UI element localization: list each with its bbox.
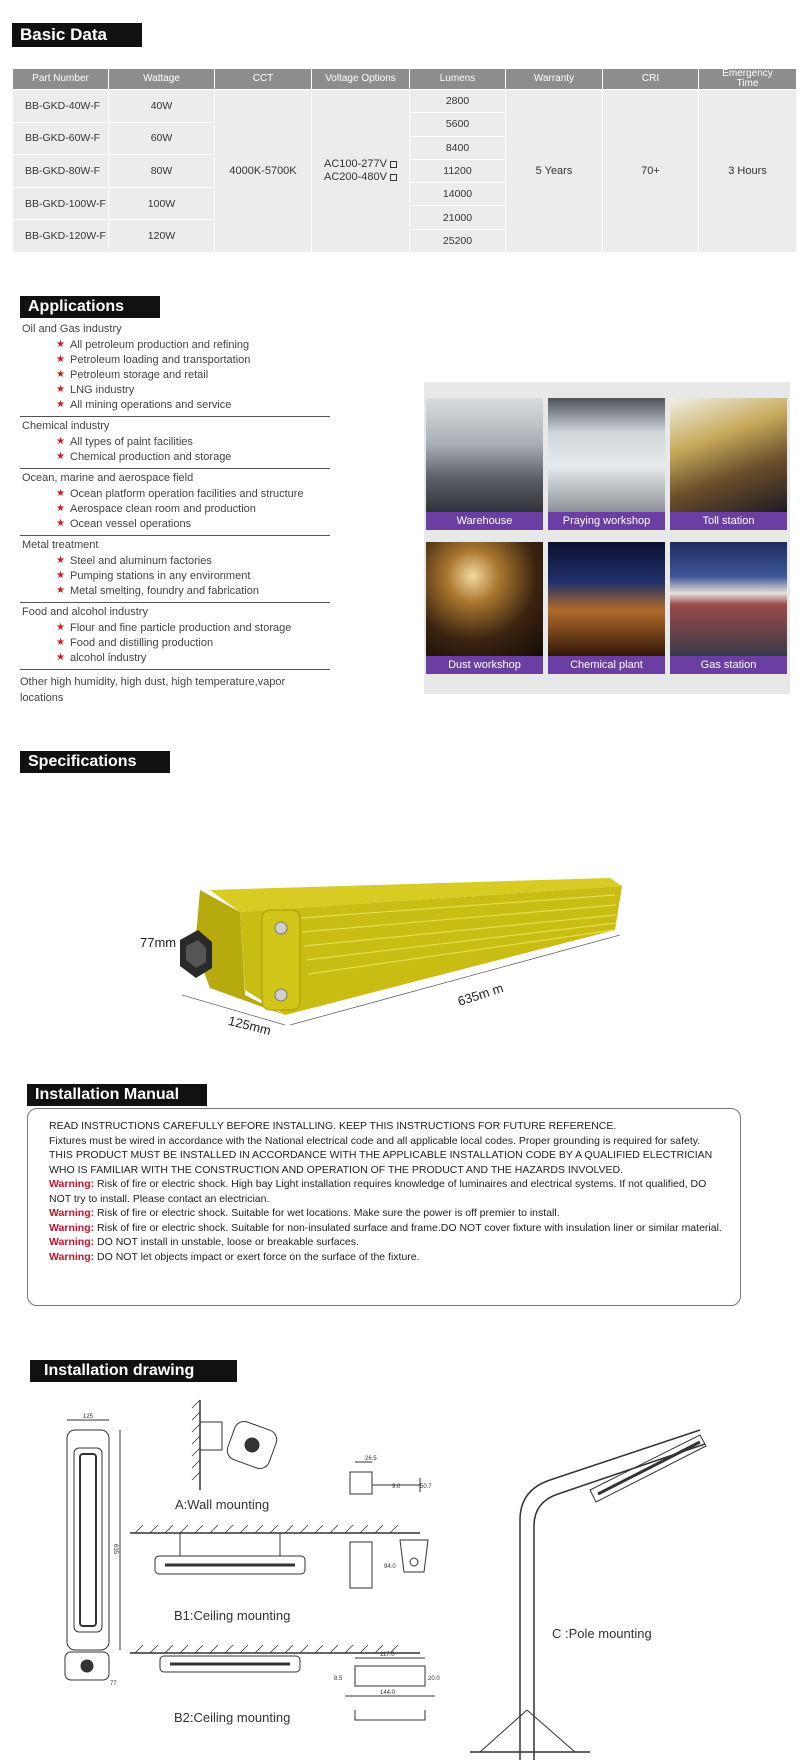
installation-drawing-title: Installation drawing [30,1360,237,1382]
warning-label: Warning: [49,1250,95,1263]
part-number-cell: BB-GKD-40W-F [13,90,109,123]
cct-cell: 4000K-5700K [215,90,312,253]
warning-label: Warning: [49,1178,95,1190]
part-number-cell: BB-GKD-120W-F [13,220,109,253]
header-lumens: Lumens [410,69,506,90]
application-photo-grid [424,382,790,694]
photo-caption: Praying workshop [548,512,665,530]
voltage-option-2: AC200-480V [324,171,387,183]
warning-line: Warning: Risk of fire or electric shock. Suitable for non-insulated surface and frame.DO NOT cover fixture with insulation liner or similar material. [49,1221,722,1234]
applications-list [20,320,330,706]
wattage-cell: 60W [109,122,215,155]
list-item: ★ Petroleum storage and retail [56,369,209,381]
group-heading: Oil and Gas industry [22,323,122,335]
table-header-row [13,69,797,90]
list-item: ★ All mining operations and service [56,399,232,411]
star-icon: ★ [56,518,65,529]
star-icon: ★ [56,369,65,380]
star-icon: ★ [56,488,65,499]
photo-caption: Chemical plant [548,656,665,674]
photo-caption: Dust workshop [426,656,543,674]
star-icon: ★ [56,555,65,566]
photo-caption: Warehouse [426,512,543,530]
voltage-cell [312,90,410,253]
pole-mounting-label: C :Pole mounting [552,1626,652,1641]
dim-26-5: 26.5 [365,1456,377,1462]
lumen-value: 14000 [410,183,505,206]
checkbox-icon [390,161,397,168]
warning-label: Warning: [49,1236,95,1248]
lumen-value: 8400 [410,137,505,160]
installation-manual-title: Installation Manual [27,1084,207,1106]
photo-caption: Toll station [670,512,787,530]
star-icon: ★ [56,622,65,633]
manual-line: READ INSTRUCTIONS CAREFULLY BEFORE INSTALLING. KEEP THIS INSTRUCTIONS FOR FUTURE REFERENCE. [49,1120,617,1132]
cri-cell: 70+ [603,90,699,253]
checkbox-icon [390,174,397,181]
photo-chemical-plant [548,542,665,674]
front-view-fixture [67,1430,109,1650]
photo-warehouse [426,398,543,530]
dim-117: 117.0 [380,1652,395,1658]
warning-label: Warning: [49,1207,95,1219]
list-item: ★ All types of paint facilities [56,436,193,448]
star-icon: ★ [56,339,65,350]
star-icon: ★ [56,384,65,395]
basic-data-table [12,68,797,253]
screw-icon [275,922,287,934]
dim-635: 635 [112,1544,118,1555]
list-item: ★ LNG industry [56,384,135,396]
dimension-height: 77mm [140,935,177,950]
photo-dust-workshop [426,542,543,674]
list-item: ★ Steel and aluminum factories [56,555,212,567]
list-item: ★ Petroleum loading and transportation [56,354,251,366]
group-heading: Ocean, marine and aerospace field [22,472,194,484]
header-part-number: Part Number [13,69,109,90]
header-cct: CCT [215,69,312,90]
group-heading: Chemical industry [22,420,110,432]
other-locations: Other high humidity, high dust, high temperature,vapor locations [20,676,286,704]
installation-manual-box [27,1108,741,1306]
list-item: ★ All petroleum production and refining [56,339,250,351]
header-cri: CRI [603,69,699,90]
list-item: ★ Aerospace clean room and production [56,503,256,515]
warning-line: Warning: Risk of fire or electric shock. Suitable for wet locations. Make sure the power is off premier to install. [49,1207,560,1219]
group-heading: Food and alcohol industry [22,606,148,618]
header-warranty: Warranty [506,69,603,90]
warning-line: Warning: DO NOT install in unstable, loose or breakable surfaces. [49,1236,359,1248]
part-number-cell: BB-GKD-100W-F [13,187,109,220]
dimension-length: 635m m [455,980,506,1009]
lumen-value: 21000 [410,206,505,229]
wattage-cell: 40W [109,90,215,123]
manual-line: Fixtures must be wired in accordance with the National electrical code and all applicable local codes. Proper grounding is required for safety. [49,1134,701,1147]
lumen-value: 5600 [410,113,505,136]
header-wattage: Wattage [109,69,215,90]
star-icon: ★ [56,451,65,462]
lumen-value: 2800 [410,90,505,113]
part-number-cell: BB-GKD-60W-F [13,122,109,155]
ceiling-b1-label: B1:Ceiling mounting [174,1608,291,1623]
wattage-cell: 80W [109,155,215,188]
warning-line: Warning: DO NOT let objects impact or exert force on the surface of the fixture. [49,1250,420,1263]
star-icon: ★ [56,399,65,410]
list-item [20,320,330,417]
star-icon: ★ [56,354,65,365]
dim-94-0: 94.0 [384,1564,396,1570]
list-item: ★ Pumping stations in any environment [56,570,251,582]
group-heading: Metal treatment [22,539,99,551]
list-item: ★ Ocean platform operation facilities and structure [56,488,304,500]
star-icon: ★ [56,652,65,663]
voltage-option-1: AC100-277V [324,158,387,170]
list-item [20,417,330,469]
dim-125: 125 [83,1414,94,1420]
emergency-time-cell: 3 Hours [699,90,797,253]
star-icon: ★ [56,570,65,581]
list-item [20,603,330,670]
lumen-value: 25200 [442,234,473,247]
wattage-cell: 100W [109,187,215,220]
wall-mounting-label: A:Wall mounting [175,1497,270,1512]
list-item: ★ Food and distilling production [56,637,214,649]
lumen-value: 11200 [410,160,505,183]
photo-praying-workshop [548,398,665,530]
list-item: ★ Chemical production and storage [56,451,232,463]
photo-gas-station [670,542,787,674]
manual-line: THIS PRODUCT MUST BE INSTALLED IN ACCORDANCE WITH THE APPLICABLE INSTALLATION CODE BY A QUALIFIED ELECTRICIAN WHO IS FAMILIAR WITH THE CONSTRUCTION AND OPERATION OF THE PRODUCT AND THE HAZARDS INVOLVED. [49,1149,713,1176]
list-item [20,469,330,536]
part-number-cell: BB-GKD-80W-F [13,155,109,188]
wattage-cell: 120W [109,220,215,253]
photo-caption: Gas station [670,656,787,674]
list-item: ★ Metal smelting, foundry and fabrication [56,585,259,597]
star-icon: ★ [56,637,65,648]
list-item: ★ alcohol industry [56,652,147,664]
dim-9-0: 9.0 [392,1484,401,1490]
list-item: ★ Ocean vessel operations [56,518,192,530]
list-item [20,536,330,603]
dim-8-5: 8.5 [334,1676,343,1682]
dim-50-7: 50.7 [420,1484,432,1490]
dim-20: 20.0 [428,1676,440,1682]
star-icon: ★ [56,436,65,447]
warranty-cell: 5 Years [506,90,603,253]
installation-drawing [0,1390,800,1760]
screw-icon [275,989,287,1001]
table-row [13,90,797,123]
dim-77: 77 [110,1681,117,1687]
ceiling-b2-label: B2:Ceiling mounting [174,1710,291,1725]
dimension-width: 125mm [226,1012,273,1039]
header-voltage: Voltage Options [312,69,410,90]
lumens-cell [410,90,506,253]
star-icon: ★ [56,503,65,514]
basic-data-title: Basic Data [12,23,142,47]
applications-title: Applications [20,296,160,318]
header-emergency-time: Emergency Time [699,69,797,90]
photo-toll-station [670,398,787,530]
warning-label: Warning: [49,1221,95,1234]
dim-144: 144.0 [380,1690,396,1696]
warning-line: Warning: Risk of fire or electric shock. High bay Light installation requires knowledge of luminaires and electrical systems. If not qualified, DO NOT try to install. Please contact an electrician. [49,1178,707,1205]
specifications-title: Specifications [20,751,170,773]
star-icon: ★ [56,585,65,596]
list-item: ★ Flour and fine particle production and storage [56,622,292,634]
